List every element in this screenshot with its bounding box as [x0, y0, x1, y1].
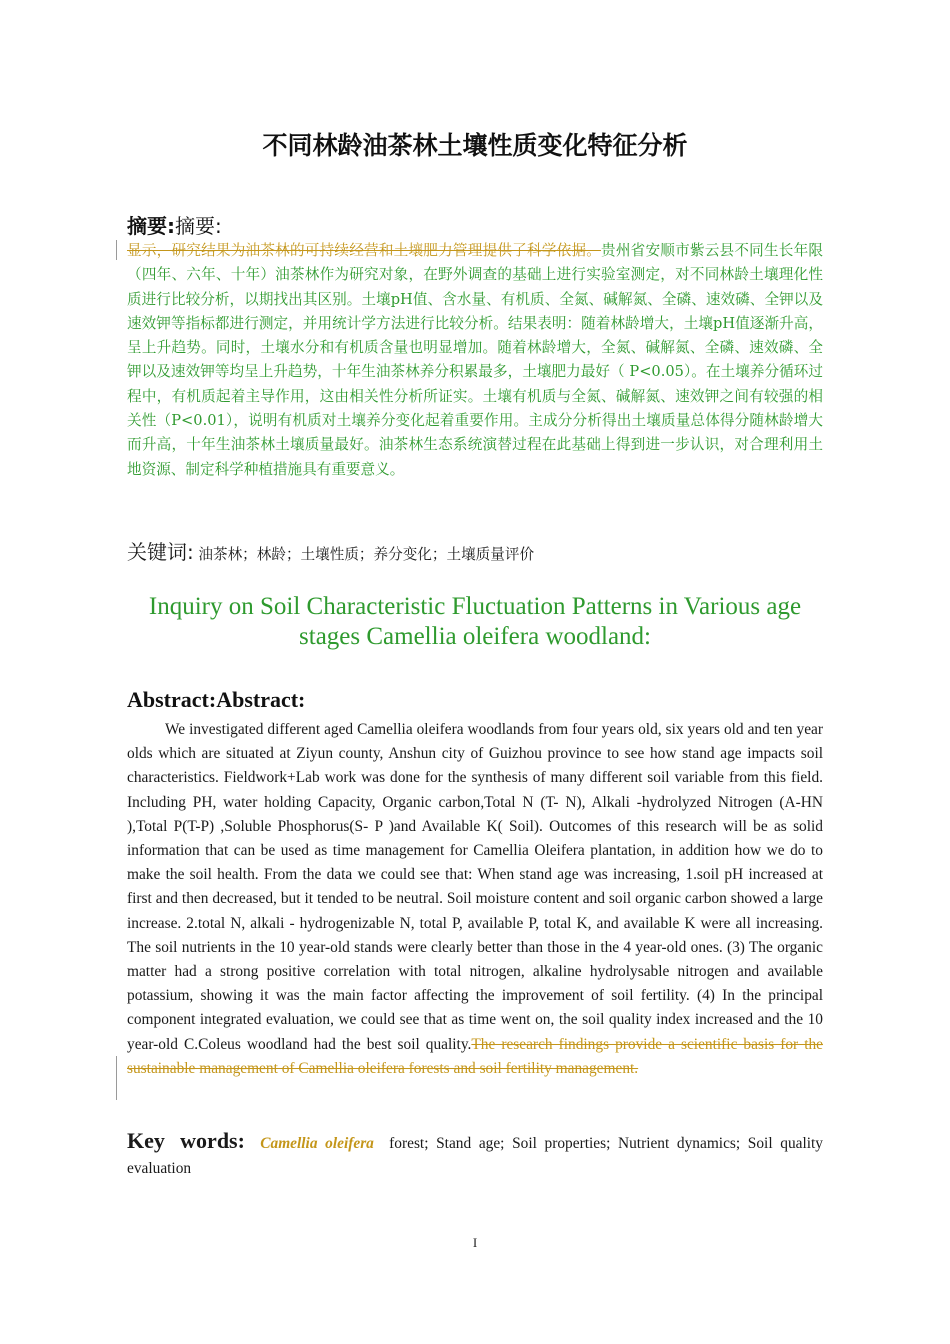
en-keywords-term: Camellia oleifera	[260, 1135, 374, 1152]
page-number: I	[472, 1235, 478, 1250]
en-keywords	[127, 1128, 823, 1181]
cn-keywords-text: 油茶林；林龄；土壤性质；养分变化；土壤质量评价	[193, 546, 535, 563]
english-title: Inquiry on Soil Characteristic Fluctuation Patterns in Various age stages Camellia oleifera woodland:	[148, 593, 802, 650]
cn-abstract-heading	[127, 210, 222, 239]
revision-change-bar	[116, 240, 117, 260]
en-abstract-body[interactable]	[127, 718, 823, 1081]
en-abstract-heading: Abstract:Abstract:	[127, 687, 306, 712]
revision-change-bar	[116, 1056, 117, 1100]
inserted-revision-text[interactable]: 贵州省安顺市紫云县不同生长年限（四年、六年、十年）油茶林作为研究对象，在野外调查的基础上进行实验室测定，对不同林龄土壤理化性质进行比较分析，以期找出其区别。土壤pH值、含水量、有机质、全氮、碱解氮、全磷、速效磷、全钾以及速效钾等指标都进行测定，并用统计学方法进行比较分析。结果表明：随着林龄增大，土壤pH值逐渐升高，呈上升趋势。同时，土壤水分和有机质含量也明显增加。随着林龄增大，全氮、碱解氮、全磷、速效磷、全钾以及速效钾等均呈上升趋势，十年生油茶林养分积累最多，土壤肥力最好（ P<0.05）。在土壤养分循环过程中，有机质起着主导作用，这由相关性分析所证实。土壤有机质与全氮、碱解氮、速效钾之间有较强的相关性（P<0.01），说明有机质对土壤养分变化起着重要作用。主成分分析得出土壤质量总体得分随林龄增大而升高，十年生油茶林土壤质量最好。油茶林生态系统演替过程在此基础上得到进一步认识，对合理利用土地资源、制定科学种植措施具有重要意义。	[127, 242, 823, 478]
cn-abstract-body[interactable]	[127, 239, 823, 482]
document-title: 不同林龄油茶林土壤性质变化特征分析	[262, 131, 688, 160]
en-keywords-label: Key words:	[127, 1128, 245, 1153]
cn-abstract-heading-plain: 摘要:	[175, 214, 222, 238]
en-abstract-text[interactable]: We investigated different aged Camellia oleifera woodlands from four years old, six years old and ten year olds which are situated at Ziyun county, Anshun city of Guizhou province to see how stand age impacts soil characteristics. Fieldwork+Lab work was done for the synthesis of many different soil variable from this field. Including PH, water holding Capacity, Organic carbon,Total N (T- N), Alkali -hydrolyzed Nitrogen (A-HN ),Total P(T-P) ,Soluble Phosphorus(S- P )and Available K( Soil). Outcomes of this research will be as solid information that can be used as time management for Camellia Oleifera plantation, in addition how we do to make the soil health. From the data we could see that: When stand age was increasing, 1.soil pH increased at first and then decreased, but it tended to be neutral. Soil moisture content and soil organic carbon showed a large increase. 2.total N, alkali - hydrogenizable N, total P, available P, total K, and available K were all increasing. The soil nutrients in the 10 year-old stands were clearly better than those in the 4 year-old ones. (3) The organic matter had a strong positive correlation with total nitrogen, alkaline hydrolysable nitrogen and available potassium, showing it was the main factor affecting the improvement of soil fertility. (4) In the principal component integrated evaluation, we could see that as time went on, the soil quality index increased and the 10 year-old C.Coleus woodland had the best soil quality.	[127, 721, 823, 1053]
deleted-revision-text[interactable]: 显示，研究结果为油茶林的可持续经营和土壤肥力管理提供了科学依据。	[127, 242, 602, 259]
cn-keywords	[127, 536, 534, 565]
deleted-revision-text[interactable]: The research findings provide a scientific basis for the sustainable management of Camellia oleifera forests and soil fertility management.	[127, 1035, 824, 1077]
cn-keywords-label: 关键词:	[127, 540, 194, 564]
en-keywords-text: forest; Stand age; Soil properties; Nutrient dynamics; Soil quality evaluation	[127, 1135, 823, 1177]
cn-abstract-heading-bold: 摘要:	[127, 214, 175, 238]
